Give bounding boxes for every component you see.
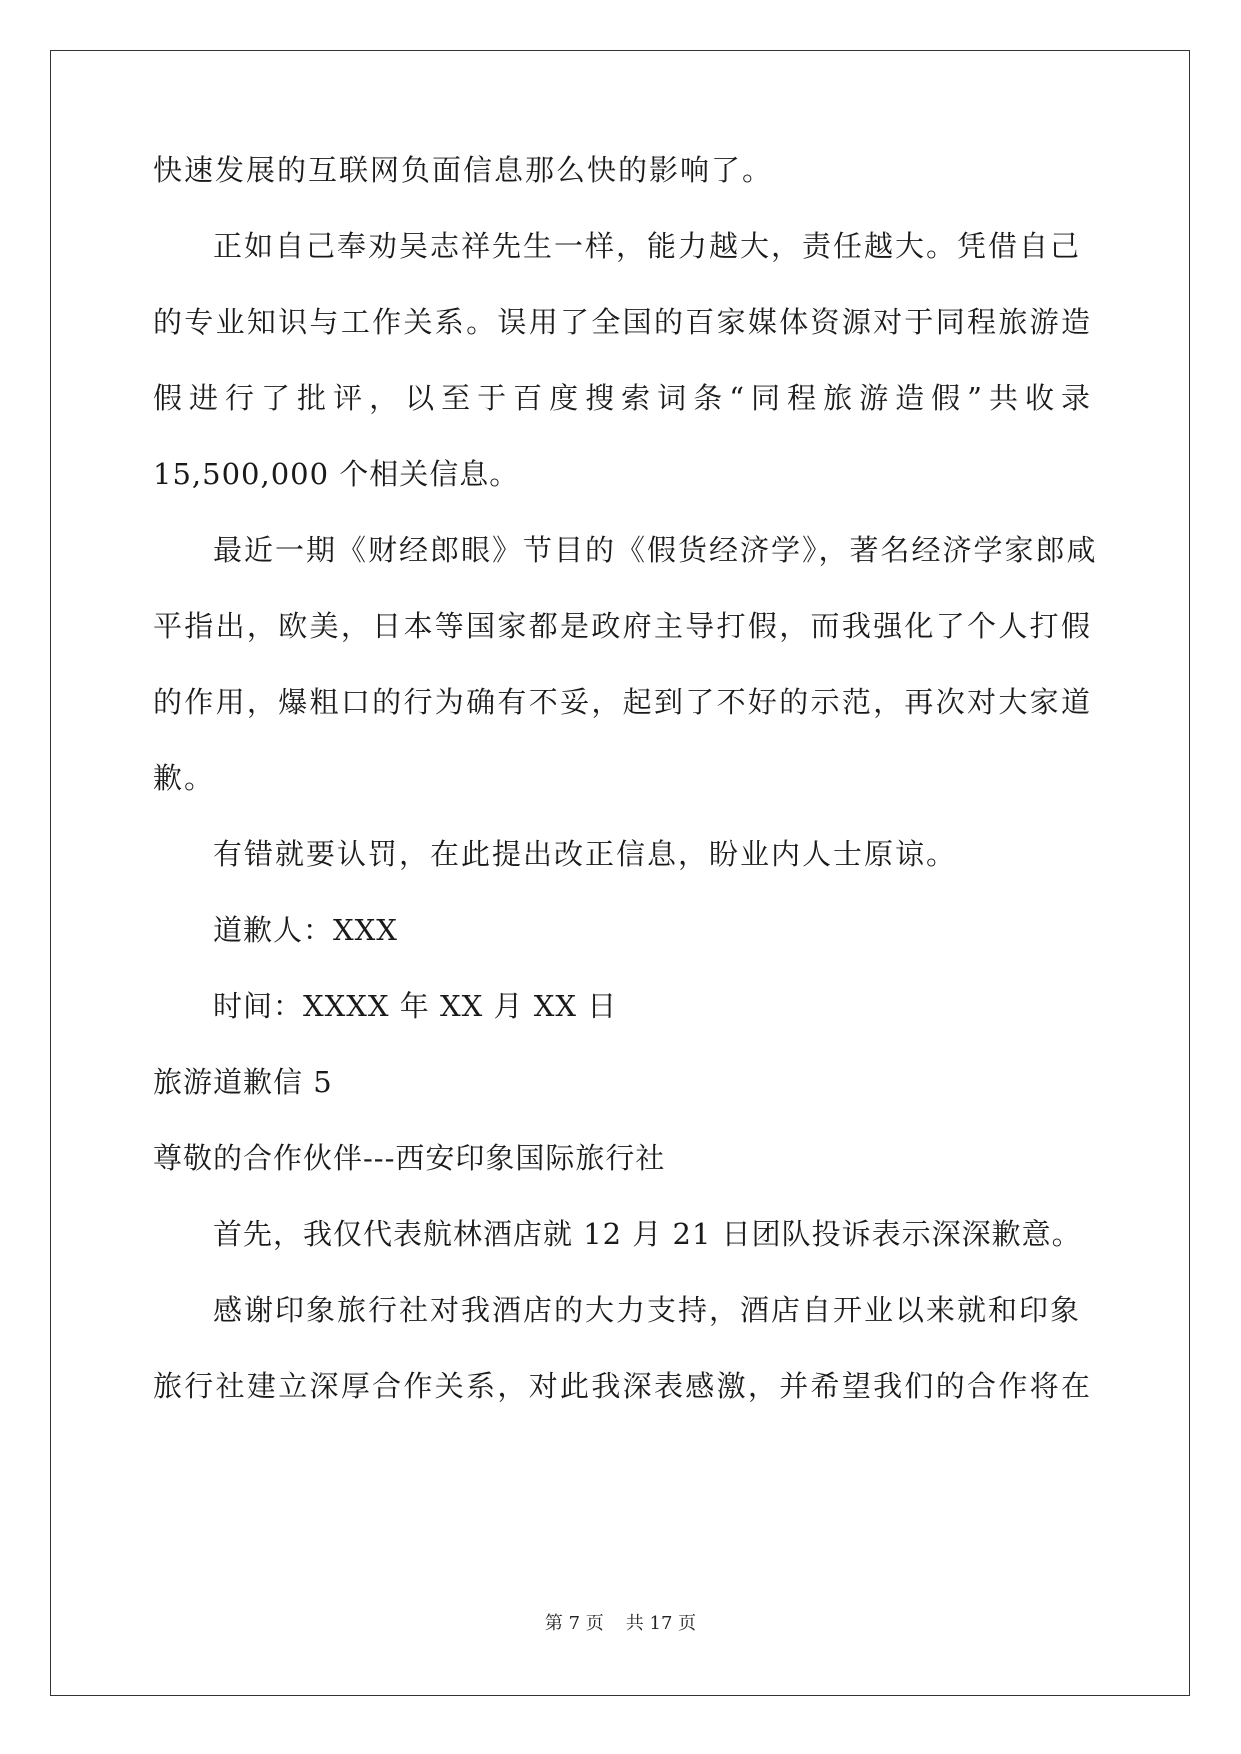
paragraph-line-5: 15,500,000 个相关信息。 [153, 457, 520, 491]
paragraph-line-10: 有错就要认罚，在此提出改正信息，盼业内人士原谅。 [213, 837, 958, 871]
signature-line: 道歉人：XXX [213, 913, 398, 947]
paragraph-line-9: 歉。 [153, 761, 216, 795]
paragraph-line-16: 感谢印象旅行社对我酒店的大力支持，酒店自开业以来就和印象 [213, 1293, 1082, 1327]
paragraph-line-8: 的作用，爆粗口的行为确有不妥，起到了不好的示范，再次对大家道 [153, 685, 1090, 719]
page-number-label: 第 7 页 [544, 1613, 604, 1634]
date-line: 时间：XXXX 年 XX 月 XX 日 [213, 989, 618, 1023]
salutation-line: 尊敬的合作伙伴---西安印象国际旅行社 [153, 1141, 666, 1175]
paragraph-line-15: 首先，我仅代表航林酒店就 12 月 21 日团队投诉表示深深歉意。 [213, 1217, 1082, 1251]
paragraph-line-2: 正如自己奉劝吴志祥先生一样，能力越大，责任越大。凭借自己 [213, 229, 1082, 263]
body-line-1: 快速发展的互联网负面信息那么快的影响了。 [153, 153, 774, 187]
paragraph-line-7: 平指出，欧美，日本等国家都是政府主导打假，而我强化了个人打假 [153, 609, 1090, 643]
paragraph-line-6: 最近一期《财经郎眼》节目的《假货经济学》，著名经济学家郎咸 [213, 533, 1098, 567]
paragraph-line-4: 假进行了批评，以至于百度搜索词条“同程旅游造假”共收录 [153, 381, 1090, 415]
paragraph-line-17: 旅行社建立深厚合作关系，对此我深表感激，并希望我们的合作将在 [153, 1369, 1090, 1403]
section-heading: 旅游道歉信 5 [153, 1065, 333, 1099]
paragraph-line-3: 的专业知识与工作关系。误用了全国的百家媒体资源对于同程旅游造 [153, 305, 1090, 339]
page-footer [0, 1612, 1241, 1636]
page-total-label: 共 17 页 [625, 1613, 697, 1634]
